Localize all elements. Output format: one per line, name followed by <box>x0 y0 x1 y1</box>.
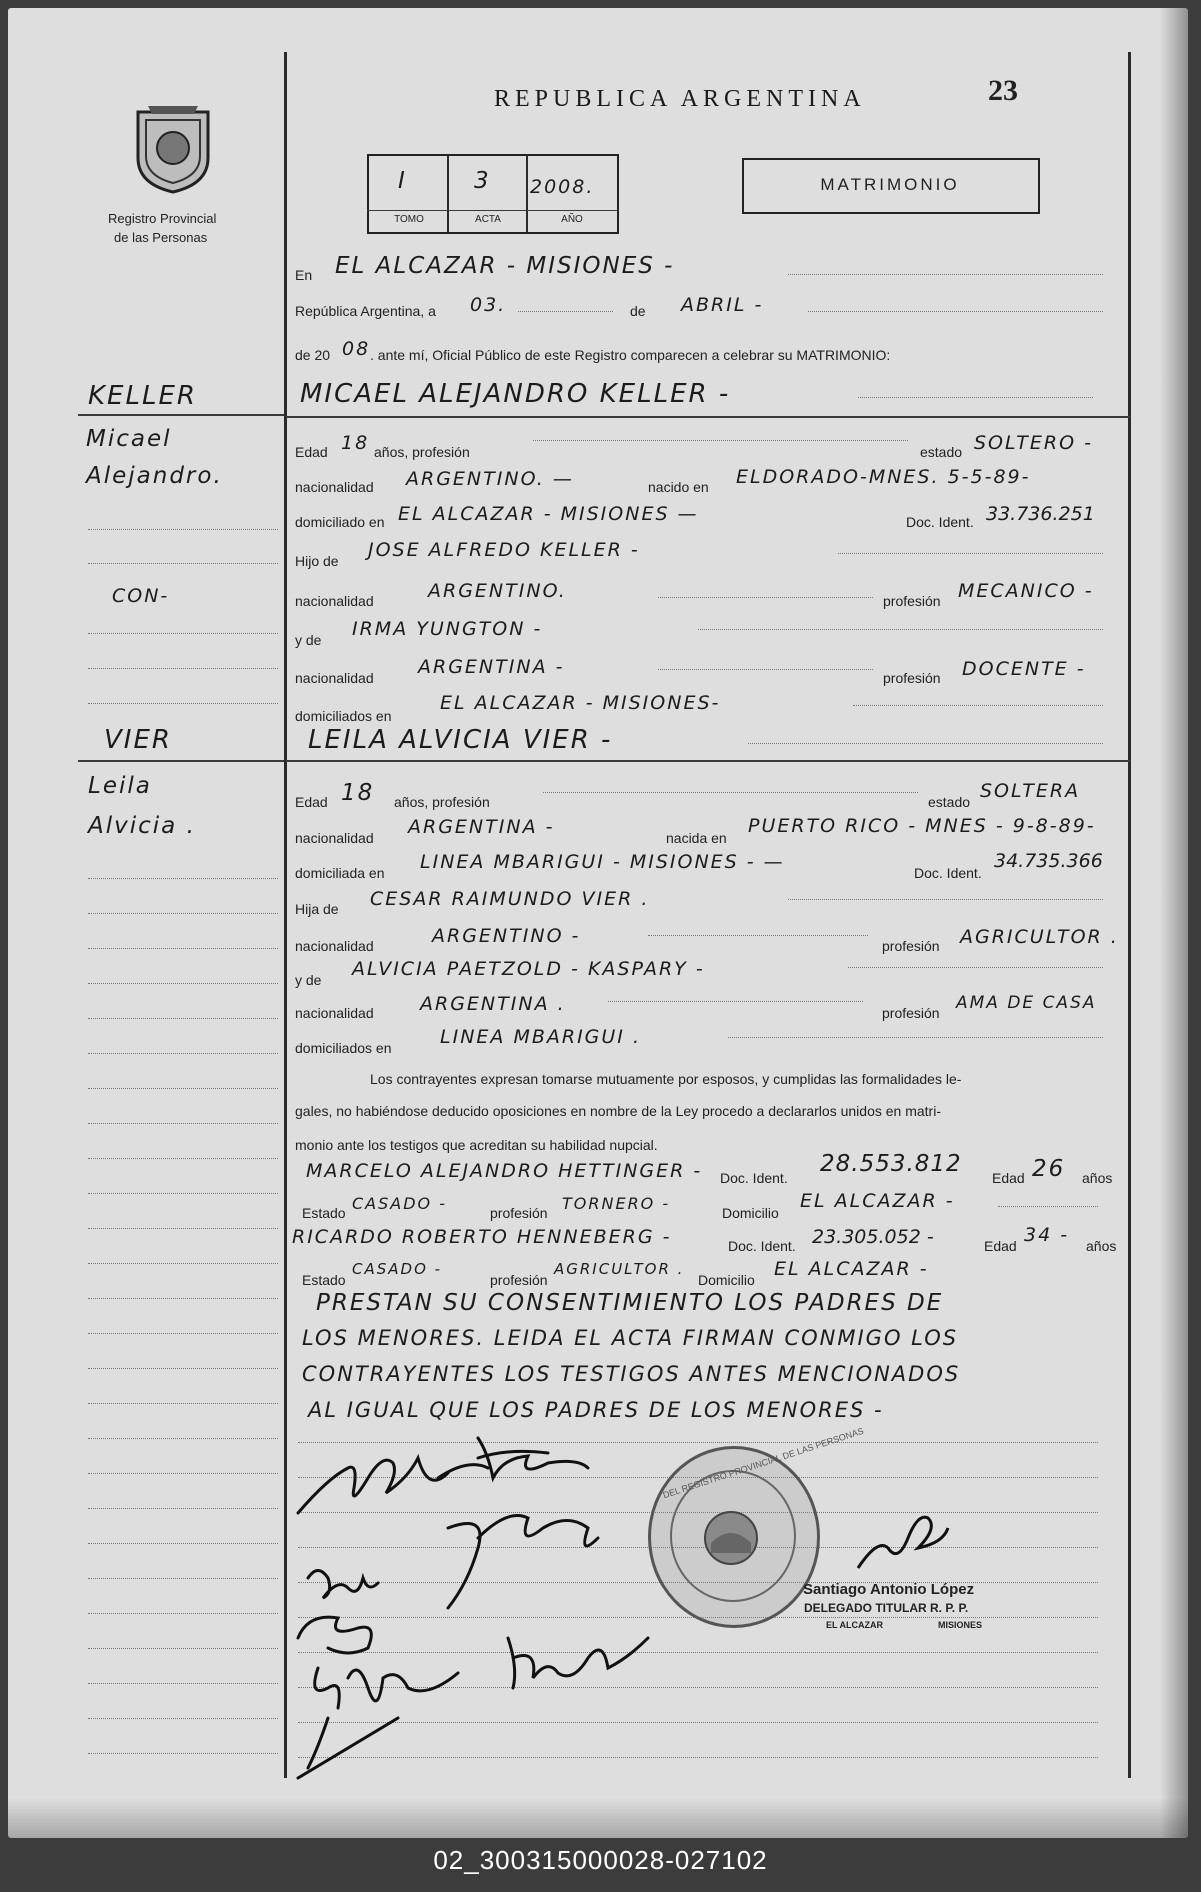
groom-domiciliado-label: domiciliado en <box>295 514 385 530</box>
margin-rule <box>284 52 287 1778</box>
republica-label: República Argentina, a <box>295 303 436 319</box>
dotted-line <box>533 440 908 441</box>
groom-mother-nationality: ARGENTINA - <box>418 656 565 678</box>
margin-rule-1 <box>78 414 284 416</box>
witness2-profession: AGRICULTOR . <box>554 1260 685 1278</box>
witness2-anos: años <box>1086 1238 1117 1254</box>
bride-yde-label: y de <box>295 972 322 988</box>
official-signature <box>848 1508 958 1578</box>
groom-doc-label: Doc. Ident. <box>906 514 974 530</box>
witness2-prof-label: profesión <box>490 1272 548 1288</box>
appear-text: . ante mí, Oficial Público de este Registro comparecen a celebrar su MATRIMONIO: <box>370 347 891 363</box>
tomo-label: TOMO <box>394 214 424 225</box>
bride-birthplace: PUERTO RICO - MNES - 9-8-89- <box>748 815 1096 837</box>
margin-surname-2: VIER <box>104 725 172 755</box>
witness1-domicile: EL ALCAZAR - <box>800 1190 955 1212</box>
bride-mother-nationality: ARGENTINA . <box>420 993 566 1015</box>
groom-mother-prof-label: profesión <box>883 670 941 686</box>
province-seal-logo <box>128 100 218 196</box>
witness2-name: RICARDO ROBERTO HENNEBERG - <box>292 1226 672 1248</box>
witness1-domicilio-label: Domicilio <box>722 1205 779 1221</box>
groom-edad-label: Edad <box>295 444 328 460</box>
official-title: DELEGADO TITULAR R. P. P. <box>804 1601 969 1615</box>
groom-domicile: EL ALCAZAR - MISIONES — <box>398 503 699 525</box>
seal-emblem-icon <box>696 1503 766 1573</box>
groom-father: JOSE ALFREDO KELLER - <box>368 539 640 561</box>
dotted-line <box>728 1037 1103 1038</box>
witness1-edad-label: Edad <box>992 1170 1025 1186</box>
section-rule-bride <box>286 760 1130 762</box>
groom-father-nac-label: nacionalidad <box>295 593 374 609</box>
groom-parents-dom-label: domiciliados en <box>295 708 392 724</box>
groom-estado-label: estado <box>920 444 963 460</box>
tomo-value: I <box>398 168 407 194</box>
dotted-line <box>608 1001 863 1002</box>
groom-estado: SOLTERO - <box>974 432 1093 454</box>
groom-age: 18 <box>341 432 370 454</box>
declaration-line-3: monio ante los testigos que acreditan su habilidad nupcial. <box>295 1137 658 1153</box>
groom-anos-profesion: años, profesión <box>374 444 470 460</box>
ano-label: AÑO <box>561 214 583 225</box>
marriage-day: 03. <box>470 294 507 316</box>
bride-nacionalidad-label: nacionalidad <box>295 830 374 846</box>
groom-nacido-label: nacido en <box>648 479 709 495</box>
bride-parents-dom-label: domiciliados en <box>295 1040 392 1056</box>
right-rule <box>1128 52 1131 1778</box>
witness1-anos: años <box>1082 1170 1113 1186</box>
margin-rule-2 <box>78 760 284 762</box>
record-box-caption-rule <box>367 210 617 211</box>
groom-name: MICAEL ALEJANDRO KELLER - <box>300 379 731 409</box>
section-rule-groom <box>286 416 1130 418</box>
registry-line1: Registro Provincial <box>108 211 217 226</box>
bride-father-prof-label: profesión <box>882 938 940 954</box>
dotted-line <box>858 397 1093 398</box>
groom-father-prof-label: profesión <box>883 593 941 609</box>
dotted-line <box>848 967 1103 968</box>
witness2-domicile: EL ALCAZAR - <box>774 1258 929 1280</box>
bride-estado: SOLTERA <box>980 780 1081 802</box>
dotted-line <box>658 669 873 670</box>
bride-nationality: ARGENTINA - <box>408 816 555 838</box>
bride-mother-prof-label: profesión <box>882 1005 940 1021</box>
groom-mother-nac-label: nacionalidad <box>295 670 374 686</box>
groom-yde-label: y de <box>295 632 322 648</box>
seal-text: DEL REGISTRO PROVINCIAL DE LAS PERSONAS <box>661 1425 865 1501</box>
margin-given-1a: Micael <box>86 426 172 452</box>
margin-con: CON- <box>112 585 170 607</box>
official-name: Santiago Antonio López <box>803 1581 975 1598</box>
bride-age: 18 <box>341 780 375 806</box>
bride-mother-nac-label: nacionalidad <box>295 1005 374 1021</box>
groom-mother: IRMA YUNGTON - <box>352 618 543 640</box>
dotted-line <box>648 935 868 936</box>
groom-birthplace: ELDORADO-MNES. 5-5-89- <box>736 466 1031 488</box>
margin-given-2b: Alvicia . <box>88 813 196 839</box>
bride-father-profession: AGRICULTOR . <box>960 926 1119 948</box>
bride-nacida-label: nacida en <box>666 830 727 846</box>
groom-nacionalidad-label: nacionalidad <box>295 479 374 495</box>
official-province: MISIONES <box>938 1620 983 1630</box>
witness1-doc: 28.553.812 <box>820 1151 962 1177</box>
witness1-prof-label: profesión <box>490 1205 548 1221</box>
groom-father-nationality: ARGENTINO. <box>428 580 567 602</box>
bride-mother-profession: AMA DE CASA <box>956 993 1097 1013</box>
bride-hija-label: Hija de <box>295 901 339 917</box>
month-de-label: de <box>630 303 646 319</box>
dotted-line <box>838 553 1103 554</box>
en-label: En <box>295 267 313 283</box>
groom-doc: 33.736.251 <box>986 503 1095 525</box>
groom-hijo-label: Hijo de <box>295 553 339 569</box>
margin-given-1b: Alejandro. <box>86 463 223 489</box>
bride-name: LEILA ALVICIA VIER - <box>308 725 613 755</box>
dotted-line <box>698 629 1103 630</box>
bride-father: CESAR RAIMUNDO VIER . <box>370 888 650 910</box>
margin-surname-1: KELLER <box>88 381 197 411</box>
dotted-line <box>748 743 1103 744</box>
witness2-edad-label: Edad <box>984 1238 1017 1254</box>
witness1-estado-label: Estado <box>302 1205 346 1221</box>
bride-doc-label: Doc. Ident. <box>914 865 982 881</box>
witness1-profession: TORNERO - <box>562 1194 671 1213</box>
groom-father-profession: MECANICO - <box>958 580 1094 602</box>
dotted-line <box>543 792 918 793</box>
dotted-line <box>788 899 1103 900</box>
marriage-month: ABRIL - <box>681 294 764 316</box>
bride-father-nac-label: nacionalidad <box>295 938 374 954</box>
bride-edad-label: Edad <box>295 794 328 810</box>
record-type: MATRIMONIO <box>820 175 960 194</box>
registry-line2: de las Personas <box>114 230 208 245</box>
note-line-4: AL IGUAL QUE LOS PADRES DE LOS MENORES - <box>308 1398 884 1422</box>
witness2-doc-label: Doc. Ident. <box>728 1238 796 1254</box>
document-page <box>8 8 1188 1838</box>
witness1-doc-label: Doc. Ident. <box>720 1170 788 1186</box>
declaration-line-1: Los contrayentes expresan tomarse mutuamente por esposos, y cumplidas las formalidades le- <box>370 1071 962 1087</box>
bride-parents-domicile: LINEA MBARIGUI . <box>440 1026 641 1048</box>
dotted-line <box>658 597 873 598</box>
bride-estado-label: estado <box>928 794 971 810</box>
dotted-line <box>998 1206 1098 1207</box>
bride-anos-profesion: años, profesión <box>394 794 490 810</box>
page-number: 23 <box>988 74 1018 107</box>
acta-label: ACTA <box>475 214 501 225</box>
page-edge-shadow <box>1160 8 1188 1838</box>
witness2-doc: 23.305.052 - <box>812 1226 934 1248</box>
marriage-place: EL ALCAZAR - MISIONES - <box>335 253 675 279</box>
bride-domiciliada-label: domiciliada en <box>295 865 385 881</box>
signatures <box>288 1418 708 1788</box>
file-id-caption: 02_300315000028-027102 <box>433 1845 768 1875</box>
official-place: EL ALCAZAR <box>826 1620 883 1630</box>
declaration-line-2: gales, no habiéndose deducido oposiciones en nombre de la Ley procedo a declararlos unidos en matri- <box>295 1103 941 1119</box>
ano-value: 2008. <box>530 176 595 198</box>
bride-domicile: LINEA MBARIGUI - MISIONES - — <box>420 851 785 873</box>
witness1-name: MARCELO ALEJANDRO HETTINGER - <box>306 1160 703 1182</box>
witness1-age: 26 <box>1032 1156 1066 1182</box>
page-bottom-shadow <box>8 1798 1188 1838</box>
dotted-line <box>518 311 613 312</box>
dotted-line <box>853 705 1103 706</box>
groom-nationality: ARGENTINO. — <box>406 468 574 490</box>
bride-father-nationality: ARGENTINO - <box>432 925 581 947</box>
note-line-3: CONTRAYENTES LOS TESTIGOS ANTES MENCIONADOS <box>302 1362 961 1386</box>
note-line-1: PRESTAN SU CONSENTIMIENTO LOS PADRES DE <box>316 1290 944 1316</box>
margin-given-2a: Leila <box>88 773 152 799</box>
witness2-domicilio-label: Domicilio <box>698 1272 755 1288</box>
note-line-2: LOS MENORES. LEIDA EL ACTA FIRMAN CONMIGO LOS <box>302 1326 959 1350</box>
dotted-line <box>808 311 1103 312</box>
groom-mother-profession: DOCENTE - <box>962 658 1086 680</box>
bride-mother: ALVICIA PAETZOLD - KASPARY - <box>352 958 705 980</box>
witness1-estado: CASADO - <box>352 1194 447 1213</box>
bride-doc: 34.735.366 <box>994 850 1103 872</box>
witness2-estado: CASADO - <box>352 1260 443 1278</box>
acta-value: 3 <box>474 168 491 194</box>
groom-parents-domicile: EL ALCAZAR - MISIONES- <box>440 692 721 714</box>
country-title: REPUBLICA ARGENTINA <box>494 86 866 112</box>
dotted-line <box>788 274 1103 275</box>
year-suffix: 08 <box>342 338 371 360</box>
year-prefix: de 20 <box>295 347 331 363</box>
witness2-age: 34 - <box>1024 1224 1070 1246</box>
witness2-estado-label: Estado <box>302 1272 346 1288</box>
